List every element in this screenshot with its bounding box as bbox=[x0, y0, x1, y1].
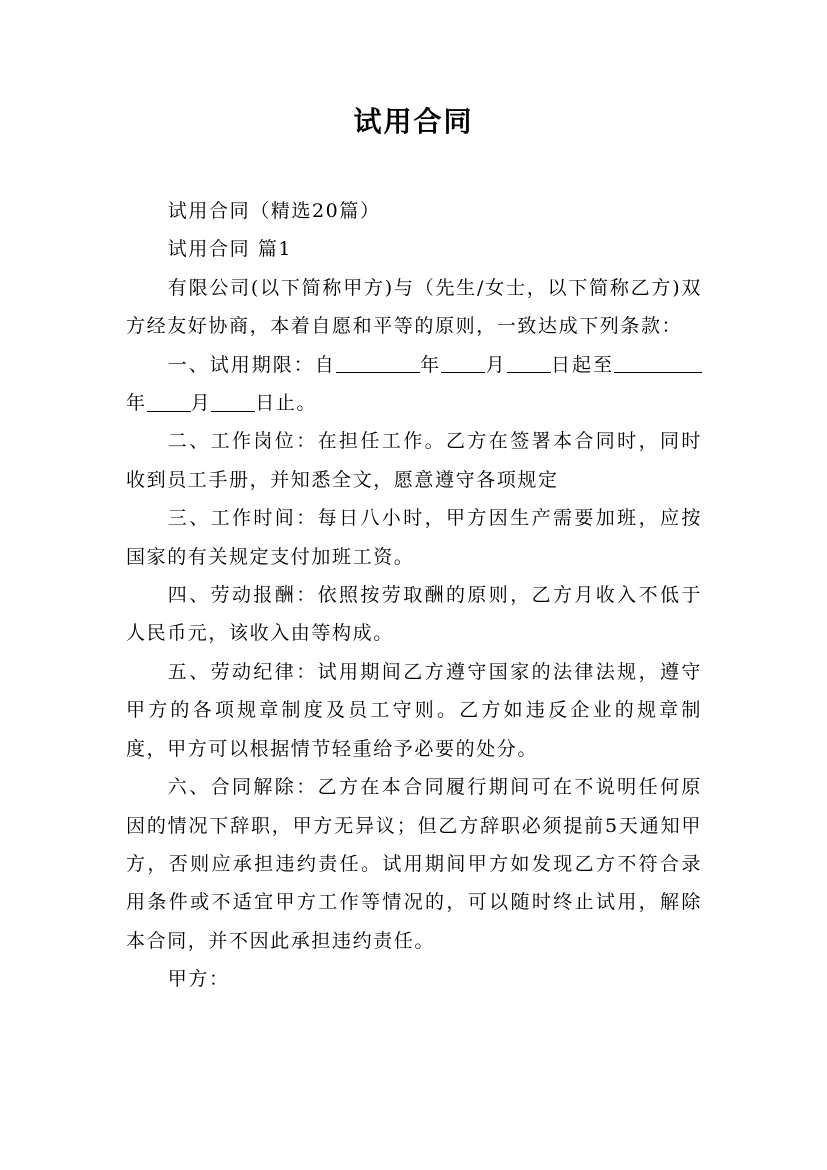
clause-remuneration: 四、劳动报酬：依照按劳取酬的原则，乙方月收入不低于人民币元，该收入由等构成。 bbox=[126, 584, 702, 645]
blank-start-month bbox=[441, 353, 485, 374]
clause1-year1: 年 bbox=[419, 353, 442, 376]
clause-probation-period bbox=[126, 346, 702, 423]
clause-discipline: 五、劳动纪律：试用期间乙方遵守国家的法律法规，遵守甲方的各项规章制度及员工守则。乙方如违反企业的规章制度，甲方可以根据情节轻重给予必要的处分。 bbox=[126, 660, 702, 760]
intro-paragraph: 有限公司(以下简称甲方)与（先生/女士，以下简称乙方)双方经友好协商，本着自愿和平等的原则，一致达成下列条款： bbox=[126, 276, 702, 338]
blank-end-month bbox=[147, 391, 191, 412]
clause1-month1: 月 bbox=[485, 353, 507, 376]
clause-working-hours: 三、工作时间：每日八小时，甲方因生产需要加班，应按国家的有关规定支付加班工资。 bbox=[126, 507, 702, 568]
document-body bbox=[126, 192, 702, 999]
blank-end-day bbox=[211, 391, 255, 412]
clause1-prefix: 一、试用期限：自 bbox=[167, 353, 336, 376]
clause1-month2: 月 bbox=[190, 392, 212, 415]
blank-start-day bbox=[507, 353, 551, 374]
document-subtitle: 试用合同（精选20篇） bbox=[167, 200, 381, 222]
clause1-year2: 年 bbox=[126, 392, 147, 415]
clause1-day-end: 日止。 bbox=[255, 392, 318, 415]
document-title: 试用合同 bbox=[353, 105, 474, 138]
clause1-day-to: 日起至 bbox=[550, 353, 614, 376]
blank-end-year bbox=[614, 353, 702, 374]
section-heading: 试用合同 篇1 bbox=[167, 238, 293, 261]
clause-position: 二、工作岗位：在担任工作。乙方在签署本合同时，同时收到员工手册，并知悉全文，愿意遵守各项规定 bbox=[126, 430, 702, 491]
clause-termination: 六、合同解除：乙方在本合同履行期间可在不说明任何原因的情况下辞职，甲方无异议；但乙方辞职必须提前5天通知甲方，否则应承担违约责任。试用期间甲方如发现乙方不符合录用条件或不适宜甲方工作等情况的，可以随时终止试用，解除本合同，并不因此承担违约责任。 bbox=[126, 776, 702, 952]
blank-start-year bbox=[336, 353, 420, 374]
party-a-label: 甲方： bbox=[167, 968, 230, 991]
